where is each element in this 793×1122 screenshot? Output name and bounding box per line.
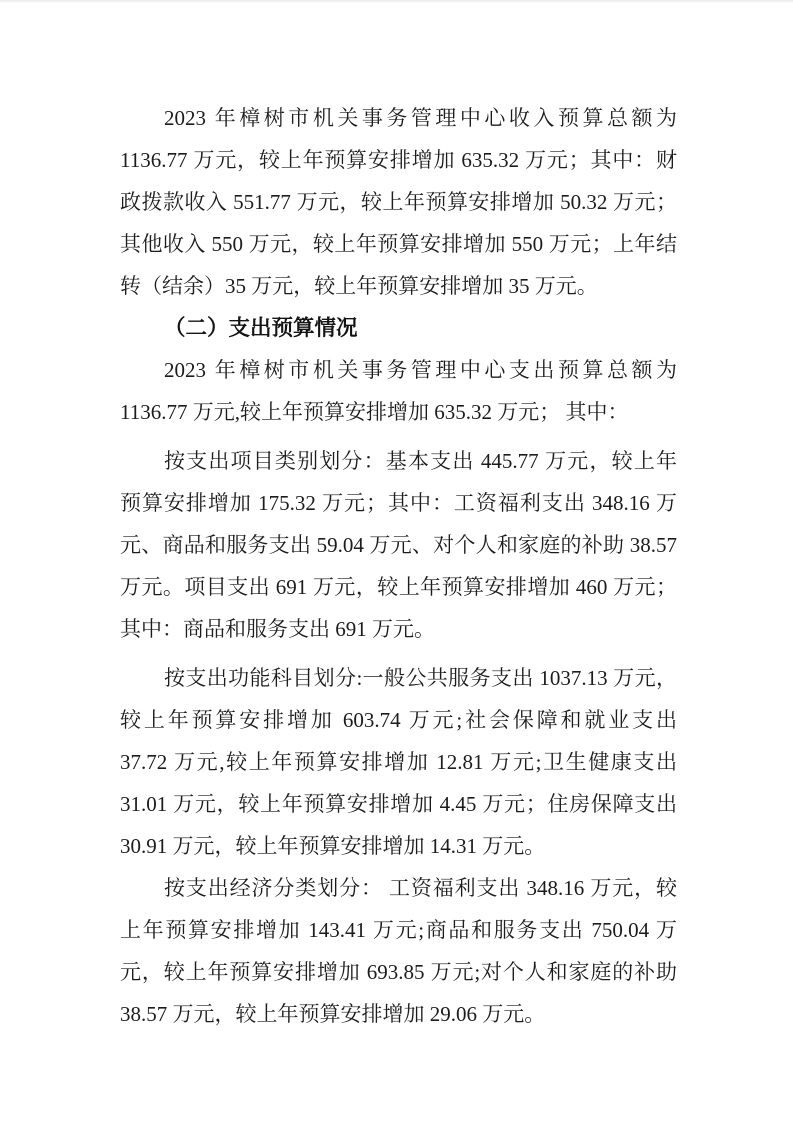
text-line: 预算安排增加 175.32 万元；其中：工资福利支出 348.16 万 bbox=[120, 491, 677, 515]
document-content bbox=[120, 97, 677, 1035]
text-line: 31.01 万元，较上年预算安排增加 4.45 万元；住房保障支出 bbox=[120, 792, 677, 816]
text-line: 其中：商品和服务支出 691 万元。 bbox=[120, 617, 435, 641]
paragraph-by-economic-class bbox=[120, 867, 677, 1035]
text-line: 按支出经济分类划分： 工资福利支出 348.16 万元，较 bbox=[164, 876, 677, 900]
text-line: 2023 年樟树市机关事务管理中心收入预算总额为 bbox=[164, 106, 677, 130]
section-heading-expenditure: （二）支出预算情况 bbox=[164, 316, 358, 340]
text-line: 2023 年樟树市机关事务管理中心支出预算总额为 bbox=[164, 358, 677, 382]
text-line: 转（结余）35 万元，较上年预算安排增加 35 万元。 bbox=[120, 274, 598, 298]
page-top-edge bbox=[0, 0, 793, 3]
text-line: 1136.77 万元，较上年预算安排增加 635.32 万元；其中：财 bbox=[120, 148, 677, 172]
text-line: 较上年预算安排增加 603.74 万元;社会保障和就业支出 bbox=[120, 708, 677, 732]
text-line: 元，较上年预算安排增加 693.85 万元;对个人和家庭的补助 bbox=[120, 960, 677, 984]
text-line: 按支出功能科目划分:一般公共服务支出 1037.13 万元， bbox=[164, 666, 677, 690]
text-line: 上年预算安排增加 143.41 万元;商品和服务支出 750.04 万 bbox=[120, 918, 677, 942]
text-line: 其他收入 550 万元，较上年预算安排增加 550 万元；上年结 bbox=[120, 232, 677, 256]
text-line: 38.57 万元，较上年预算安排增加 29.06 万元。 bbox=[120, 1002, 546, 1026]
paragraph-income-budget bbox=[120, 97, 677, 307]
text-line: 37.72 万元,较上年预算安排增加 12.81 万元;卫生健康支出 bbox=[120, 750, 677, 774]
text-line: 政拨款收入 551.77 万元，较上年预算安排增加 50.32 万元； bbox=[120, 190, 677, 214]
paragraph-by-project-category bbox=[120, 440, 677, 650]
paragraph-by-function bbox=[120, 657, 677, 867]
text-line: 按支出项目类别划分：基本支出 445.77 万元，较上年 bbox=[164, 449, 677, 473]
paragraph-expenditure-total bbox=[120, 349, 677, 433]
text-line: 30.91 万元，较上年预算安排增加 14.31 万元。 bbox=[120, 834, 546, 858]
text-line: 万元。项目支出 691 万元，较上年预算安排增加 460 万元； bbox=[120, 575, 677, 599]
text-line: 元、商品和服务支出 59.04 万元、对个人和家庭的补助 38.57 bbox=[120, 533, 677, 557]
text-line: 1136.77 万元,较上年预算安排增加 635.32 万元； 其中： bbox=[120, 400, 629, 424]
